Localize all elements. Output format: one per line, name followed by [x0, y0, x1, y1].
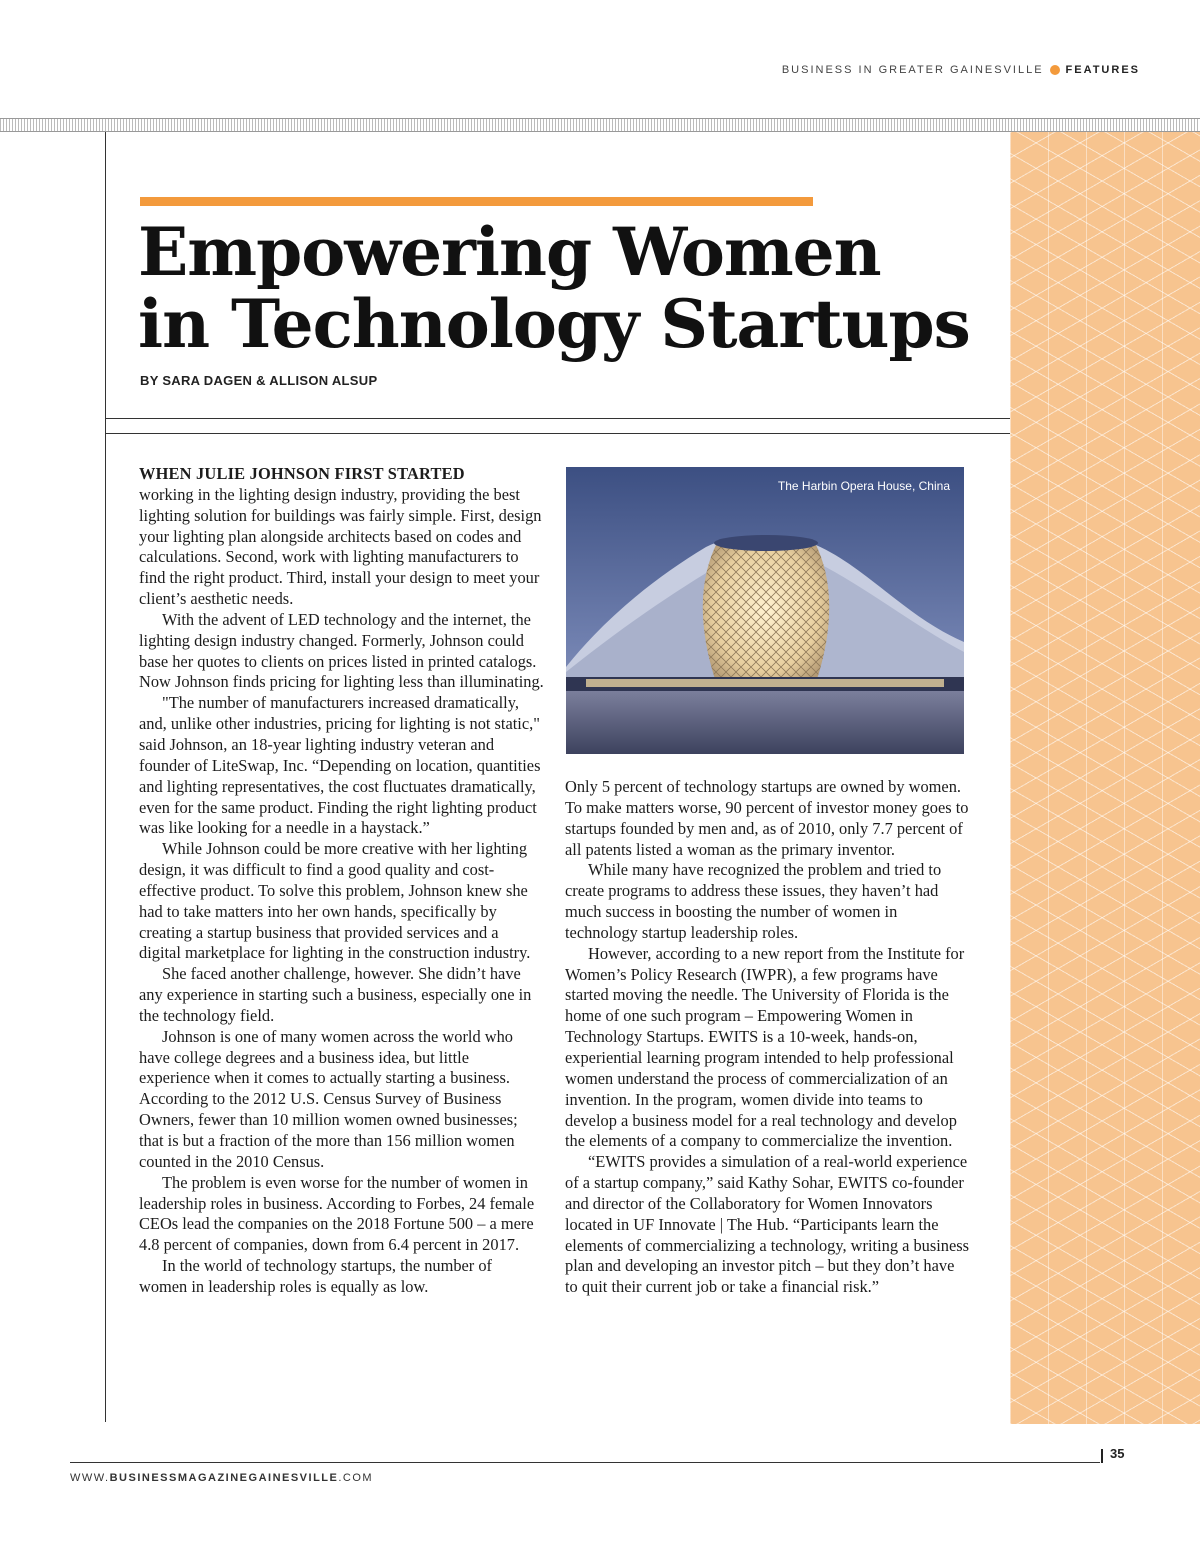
- bullet-dot-icon: [1050, 65, 1060, 75]
- paragraph: However, according to a new report from the Institute for Women’s Policy Research (IWPR), a few programs have started moving the needle. The University of Florida is the home of one such program – Empowering Women in Technology Startups. EWITS is a 10-week, hands-on, experiential learning program intended to help professional women understand the process of commercialization of an invention. In the program, women divide into teams to develop a business model for a real technology and develop the elements of a company to commercialize the invention.: [565, 943, 965, 1151]
- byline: BY SARA DAGEN & ALLISON ALSUP: [140, 373, 378, 388]
- paragraph: [139, 464, 544, 610]
- paragraph: Only 5 percent of technology startups are owned by women. To make matters worse, 90 percent of investor money goes to startups founded by men and, as of 2010, only 7.7 percent of all patents listed a woman as the primary inventor.: [565, 777, 969, 859]
- paragraph: In the world of technology startups, the number of women in leadership roles is equally as low.: [139, 1256, 493, 1296]
- title-line-2: in Technology Startups: [138, 285, 970, 363]
- title-accent-bar: [140, 197, 813, 206]
- harbin-opera-house-photo: [566, 467, 964, 754]
- footer-url[interactable]: [70, 1472, 373, 1484]
- title-line-1: Empowering Women: [138, 213, 881, 291]
- paragraph: The problem is even worse for the number of women in leadership roles in business. According to Forbes, 24 female CEOs lead the companies on the 2018 Fortune 500 – a mere 4.8 percent of companies, down from 6.4 percent in 2017.: [139, 1172, 535, 1255]
- article-title: [138, 213, 998, 363]
- title-rule-top: [105, 418, 1010, 419]
- paragraph-text: working in the lighting design industry, providing the best lighting solution for buildings was fairly simple. First, design your lighting plan alongside architects based on codes and calculations. Second, work with lighting manufacturers to find the right product. Third, install your design to meet your client’s aesthetic needs.: [139, 484, 542, 609]
- title-rule-bottom: [105, 433, 1010, 434]
- left-rule: [105, 132, 106, 1422]
- article-column-left: [139, 464, 544, 1298]
- decorative-hatch-band: [0, 118, 1200, 132]
- url-domain: BUSINESSMAGAZINEGAINESVILLE: [109, 1472, 339, 1484]
- paragraph: "The number of manufacturers increased dramatically, and, unlike other industries, pricing for lighting is not static," said Johnson, an 18-year lighting industry veteran and founder of LiteSwap, Inc. “Depending on location, quantities and lighting representatives, the cost fluctuates dramatically, even for the same product. Finding the right lighting product was like looking for a needle in a haystack.”: [139, 693, 541, 838]
- url-suffix: .COM: [338, 1472, 374, 1484]
- paragraph: With the advent of LED technology and the internet, the lighting design industry changed. Formerly, Johnson could base her quotes to clients on prices listed in printed catalogs. Now Johnson finds pricing for lighting less than illuminating.: [139, 609, 544, 692]
- header-category: FEATURES: [1065, 64, 1140, 76]
- lead-in: WHEN JULIE JOHNSON FIRST STARTED: [139, 464, 465, 483]
- decorative-side-pattern: [1010, 132, 1200, 1424]
- paragraph: She faced another challenge, however. She didn’t have any experience in starting such a business, especially one in the technology field.: [139, 964, 532, 1025]
- running-header: [782, 64, 1140, 76]
- article-column-right: [565, 777, 970, 1298]
- url-prefix: WWW.: [70, 1472, 110, 1484]
- page-number: 35: [1110, 1446, 1125, 1461]
- header-section: BUSINESS IN GREATER GAINESVILLE: [781, 64, 1044, 76]
- footer-rule: [70, 1462, 1100, 1463]
- photo-caption: The Harbin Opera House, China: [777, 479, 950, 493]
- paragraph: While Johnson could be more creative with her lighting design, it was difficult to find a good quality and cost-effective product. To solve this problem, Johnson knew she had to take matters into her own hands, specifically by creating a startup business that provided services and a digital marketplace for lighting in the construction industry.: [139, 839, 531, 963]
- page-number-tick: [1101, 1449, 1103, 1463]
- paragraph: While many have recognized the problem and tried to create programs to address these issues, they haven’t had much success in boosting the number of women in technology startup leadership roles.: [565, 860, 942, 942]
- paragraph: Johnson is one of many women across the world who have college degrees and a business idea, but little experience when it comes to actually starting a business. According to the 2012 U.S. Census Survey of Business Owners, fewer than 10 million women owned businesses; that is but a fraction of the more than 156 million women counted in the 2010 Census.: [139, 1026, 518, 1171]
- paragraph: “EWITS provides a simulation of a real-world experience of a startup company,” said Kathy Sohar, EWITS co-founder and director of the Collaboratory for Women Innovators located in UF Innovate | The Hub. “Participants learn the elements of commercializing a technology, writing a business plan and developing an investor pitch – but they don’t have to quit their current job or take a financial risk.”: [565, 1152, 970, 1297]
- photo-illustration: [566, 467, 964, 754]
